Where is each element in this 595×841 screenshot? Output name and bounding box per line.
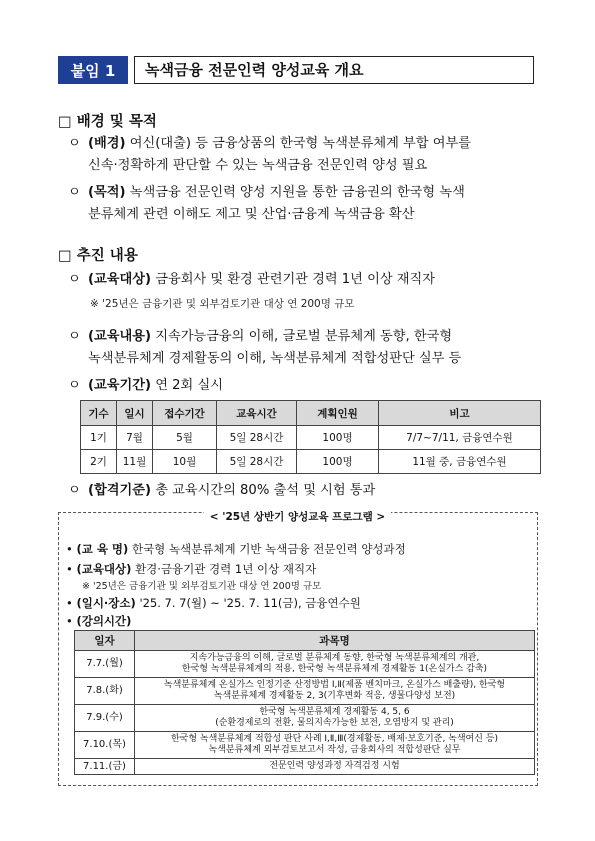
schedule-subject: 한국형 녹색분류체계 경제활동 4, 5, 6 (순환경제로의 전환, 물의지속가능한 보전, 오염방지 및 관리) (135, 705, 535, 732)
target-note: ※ '25년은 금융기관 및 외부검토기관 대상 연 200명 규모 (90, 298, 355, 310)
table-cell: 5일 28시간 (217, 426, 297, 450)
item-text: 금융회사 및 환경 관련기관 경력 1년 이상 재직자 (155, 272, 435, 287)
item-text-cont: 신속·정확하게 판단할 수 있는 녹색금융 전문인력 양성 필요 (88, 158, 428, 173)
program-target-note: ※ '25년은 금융기관 및 외부검토기관 대상 연 200명 규모 (82, 581, 322, 592)
period-table (80, 400, 541, 474)
item-text: 총 교육시간의 80% 출석 및 시험 통과 (155, 483, 376, 498)
bullet-marker: • (66, 562, 73, 576)
table-row (75, 705, 535, 732)
table-cell: 5월 (153, 426, 217, 450)
table-cell: 100명 (297, 450, 379, 474)
section-heading-background: □ 배경 및 목적 (58, 114, 157, 130)
period-item (68, 375, 548, 397)
bullet-marker: ㅇ (68, 378, 81, 393)
column-header: 기수 (81, 401, 117, 426)
bullet-marker: • (66, 596, 73, 610)
program-item-hours (66, 612, 536, 630)
table-row (75, 759, 535, 775)
item-text: 여신(대출) 등 금융상품의 한국형 녹색분류체계 부합 여부를 (129, 136, 471, 151)
item-text: '25. 7. 7(월) ~ '25. 7. 11(금), 금융연수원 (139, 596, 361, 610)
item-text: 환경·금융기관 경력 1년 이상 재직자 (135, 562, 317, 576)
item-text: 녹색금융 전문인력 양성 지원을 통한 금융권의 한국형 녹색 (129, 185, 465, 200)
item-text: 지속가능금융의 이해, 글로벌 분류체계 동향, 한국형 (155, 329, 453, 344)
schedule-date: 7.8.(화) (75, 678, 135, 705)
bullet-marker: ㅇ (68, 136, 81, 151)
item-label: (일시·장소) (76, 596, 136, 610)
pass-criteria-item (68, 480, 548, 502)
table-row (75, 651, 535, 678)
program-item-schedule (66, 594, 536, 612)
table-row (81, 426, 541, 450)
table-header-row (75, 631, 535, 651)
item-label: (교육내용) (88, 329, 152, 344)
schedule-date: 7.10.(목) (75, 732, 135, 759)
attachment-badge: 붙임 1 (58, 56, 128, 84)
table-cell: 100명 (297, 426, 379, 450)
item-text-cont: 녹색분류체계 경제활동의 이해, 녹색분류체계 적합성판단 실무 등 (88, 351, 462, 366)
background-item (68, 133, 548, 177)
table-cell: 7월 (117, 426, 153, 450)
table-cell: 11월 (117, 450, 153, 474)
table-cell: 5일 28시간 (217, 450, 297, 474)
schedule-subject: 전문인력 양성과정 자격검정 시험 (135, 759, 535, 775)
bullet-marker: • (66, 542, 73, 556)
item-text-cont: 분류체계 관련 이해도 제고 및 산업·금융계 녹색금융 확산 (88, 207, 415, 222)
item-label: (강의시간) (76, 614, 132, 628)
schedule-date: 7.7.(월) (75, 651, 135, 678)
table-cell: 7/7~7/11, 금융연수원 (379, 426, 541, 450)
schedule-subject: 지속가능금융의 이해, 글로벌 분류체계 동향, 한국형 녹색분류체계의 개관, 한국형 녹색분류체계의 적용, 한국형 녹색분류체계 경제활동 1(온실가스 감축) (135, 651, 535, 678)
table-row (75, 678, 535, 705)
program-title: < '25년 상반기 양성교육 프로그램 > (0, 509, 595, 524)
item-label: (교 육 명) (76, 542, 129, 556)
document-header (58, 56, 534, 84)
schedule-date: 7.9.(수) (75, 705, 135, 732)
section-heading-content: □ 추진 내용 (58, 248, 138, 264)
item-label: (합격기준) (88, 483, 152, 498)
schedule-table (74, 630, 535, 775)
bullet-marker: • (66, 614, 73, 628)
item-label: (교육기간) (88, 378, 152, 393)
table-cell: 2기 (81, 450, 117, 474)
column-header: 일자 (75, 631, 135, 651)
item-label: (교육대상) (76, 562, 132, 576)
table-cell: 10월 (153, 450, 217, 474)
table-cell: 11월 중, 금융연수원 (379, 450, 541, 474)
table-header-row (81, 401, 541, 426)
column-header: 일시 (117, 401, 153, 426)
item-label: (목적) (88, 185, 126, 200)
column-header: 접수기간 (153, 401, 217, 426)
target-item (68, 269, 548, 291)
document-title: 녹색금융 전문인력 양성교육 개요 (134, 56, 534, 84)
program-item-course (66, 540, 536, 558)
schedule-date: 7.11.(금) (75, 759, 135, 775)
bullet-marker: ㅇ (68, 329, 81, 344)
item-text: 한국형 녹색분류체계 기반 녹색금융 전문인력 양성과정 (131, 542, 406, 556)
item-label: (배경) (88, 136, 126, 151)
table-row (81, 450, 541, 474)
column-header: 비고 (379, 401, 541, 426)
bullet-marker: ㅇ (68, 483, 81, 498)
column-header: 과목명 (135, 631, 535, 651)
bullet-marker: ㅇ (68, 272, 81, 287)
table-row (75, 732, 535, 759)
program-item-target (66, 560, 536, 578)
content-item (68, 326, 548, 370)
item-label: (교육대상) (88, 272, 152, 287)
table-cell: 1기 (81, 426, 117, 450)
bullet-marker: ㅇ (68, 185, 81, 200)
column-header: 계획인원 (297, 401, 379, 426)
column-header: 교육시간 (217, 401, 297, 426)
schedule-subject: 한국형 녹색분류체계 적합성 판단 사례 Ⅰ,Ⅱ,Ⅲ(경제활동, 배제·보호기준, 녹색여신 등) 녹색분류체계 외부검토보고서 작성, 금융회사의 적합성판단 실무 (135, 732, 535, 759)
item-text: 연 2회 실시 (155, 378, 223, 393)
purpose-item (68, 182, 548, 226)
schedule-subject: 녹색분류체계 온실가스 인정기준 산정방법 Ⅰ,Ⅱ(제품 벤치마크, 온실가스 배출량), 한국형 녹색분류체계 경제활동 2, 3(기후변화 적응, 생물다양성 보전) (135, 678, 535, 705)
